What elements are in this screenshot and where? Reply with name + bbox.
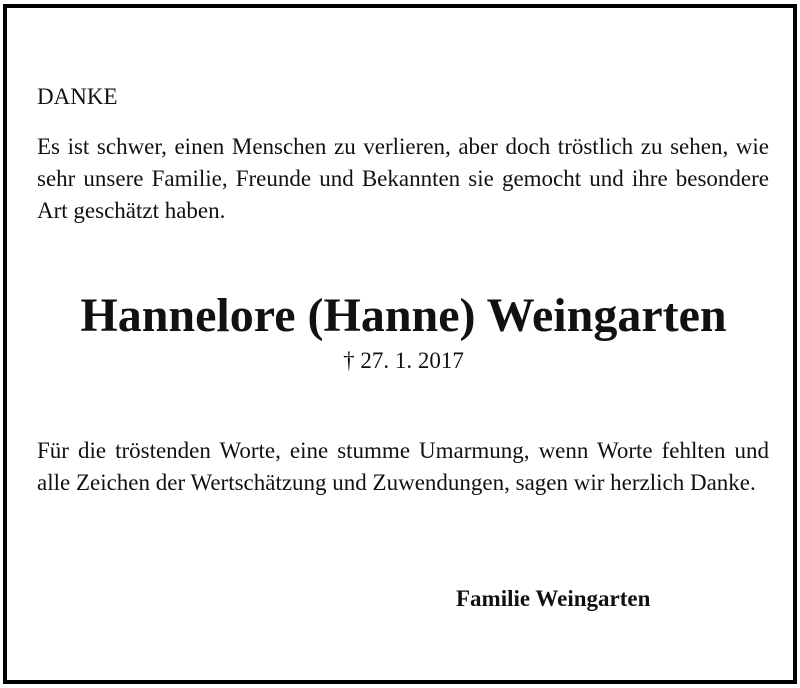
intro-paragraph: Es ist schwer, einen Menschen zu verlieren, aber doch tröstlich zu sehen, wie sehr unsere Familie, Freunde und Bekannten sie gemocht und ihre besondere Art geschätzt haben. [37, 134, 769, 223]
deceased-name: Hannelore (Hanne) Weingarten [80, 289, 727, 342]
notice-heading: DANKE [37, 84, 118, 109]
death-date: † 27. 1. 2017 [343, 348, 464, 373]
thanks-paragraph: Für die tröstenden Worte, eine stumme Umarmung, wenn Worte fehlten und alle Zeichen der Wertschätzung und Zuwendungen, sagen wir herzlich Danke. [37, 438, 769, 495]
notice-frame [3, 4, 797, 684]
family-signature: Familie Weingarten [456, 586, 651, 611]
